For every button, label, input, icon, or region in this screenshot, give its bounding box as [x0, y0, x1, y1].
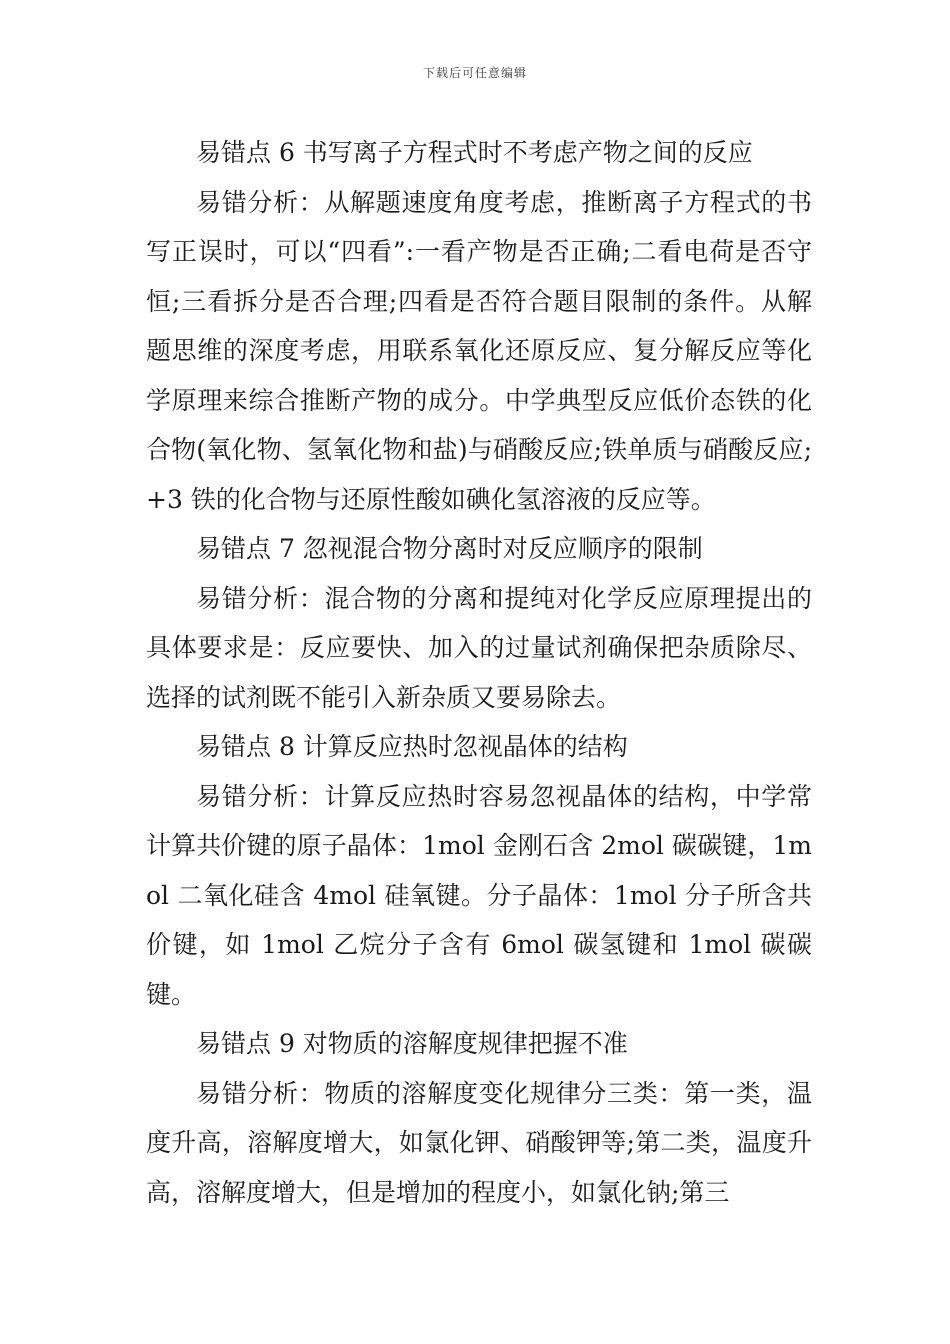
analysis-paragraph-8: 易错分析：计算反应热时容易忽视晶体的结构，中学常计算共价键的原子晶体：1mol 金刚石含 2mol 碳碳键，1mol 二氧化硅含 4mol 硅氧键。分子晶体：1mol 分子所含共价键，如 1mol 乙烷分子含有 6mol 碳氢键和 1mol 碳碳键。: [146, 781, 812, 1009]
section-heading-8: 易错点 8 计算反应热时忽视晶体的结构: [196, 732, 628, 761]
page-header: 下载后可任意编辑: [422, 66, 527, 80]
section-heading-7: 易错点 7 忽视混合物分离时对反应顺序的限制: [196, 534, 703, 563]
analysis-paragraph-9: 易错分析：物质的溶解度变化规律分三类：第一类，温度升高，溶解度增大，如氯化钾、硝酸钾等;第二类，温度升高，溶解度增大，但是增加的程度小，如氯化钠;第三: [146, 1078, 812, 1207]
section-heading-6: 易错点 6 书写离子方程式时不考虑产物之间的反应: [196, 138, 753, 167]
analysis-paragraph-6: 易错分析：从解题速度角度考虑，推断离子方程式的书写正误时，可以“四看”:一看产物是否正确;二看电荷是否守恒;三看拆分是否合理;四看是否符合题目限制的条件。从解题思维的深度考虑，用联系氧化还原反应、复分解反应等化学原理来综合推断产物的成分。中学典型反应低价态铁的化合物(氧化物、氢氧化物和盐)与硝酸反应;铁单质与硝酸反应;+3 铁的化合物与还原性酸如碘化氢溶液的反应等。: [146, 187, 812, 514]
analysis-paragraph-7: 易错分析：混合物的分离和提纯对化学反应原理提出的具体要求是：反应要快、加入的过量试剂确保把杂质除尽、选择的试剂既不能引入新杂质又要易除去。: [146, 583, 812, 712]
section-heading-9: 易错点 9 对物质的溶解度规律把握不准: [196, 1029, 628, 1058]
document-body: [146, 128, 812, 1217]
